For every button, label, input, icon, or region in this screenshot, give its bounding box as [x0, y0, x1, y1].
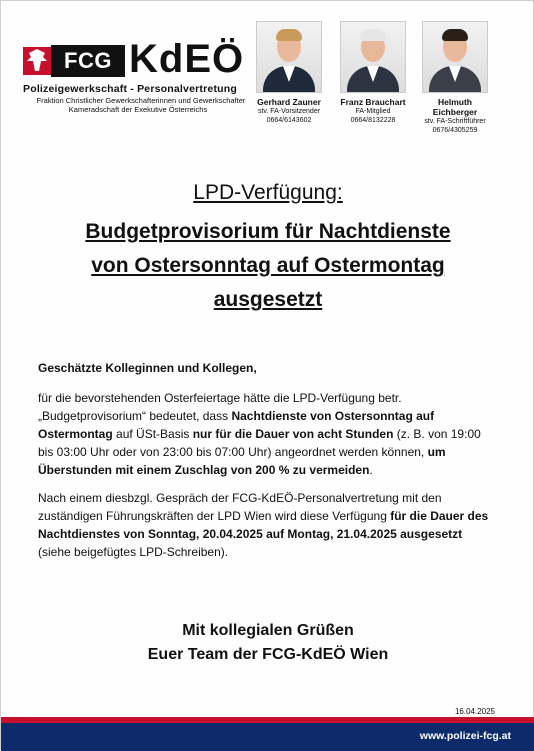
- person-role: stv. FA-Schriftführer: [424, 118, 486, 125]
- text-run-bold: um Überstunden mit einem Zuschlag von 200 % zu vermeiden: [38, 445, 446, 477]
- fcg-kdeo-logo: [23, 37, 253, 119]
- person-name: Franz Brauchart: [340, 97, 406, 107]
- logo-kdeo: KdEÖ: [129, 37, 245, 81]
- paragraph-1: [38, 389, 496, 479]
- closing-line: Mit kollegialen Grüßen: [182, 622, 354, 639]
- text-run-bold: nur für die Dauer von acht Stunden: [192, 427, 394, 441]
- person-card: [249, 21, 329, 125]
- text-run: Nach einem diesbzgl. Gespräch der FCG-KdEÖ-Personalvertretung mit den zuständigen Führungskräften der LPD Wien wird diese Verfügung: [38, 491, 442, 523]
- person-name: Helmuth Eichberger: [432, 97, 478, 117]
- person-card: [415, 21, 495, 135]
- person-phone: 0664/6143602: [266, 117, 312, 124]
- person-role: stv. FA-Vorsitzender: [257, 108, 321, 115]
- org-subtitle-2: Kameradschaft der Exekutive Österreichs: [68, 105, 208, 114]
- headline-line: Budgetprovisorium für Nachtdienste: [85, 220, 451, 243]
- paragraph-2: [38, 489, 496, 561]
- org-name: Polizeigewerkschaft - Personalvertretung: [23, 83, 237, 95]
- headline-line: ausgesetzt: [213, 288, 323, 311]
- org-subtitle: Fraktion Christlicher Gewerkschafterinnen und Gewerkschafter: [36, 96, 246, 105]
- person-phone: 0676/4305259: [432, 127, 478, 134]
- greeting: Geschätzte Kolleginnen und Kollegen,: [38, 361, 257, 375]
- text-run: (z. B. von 19:00 bis 03:00 Uhr oder von 23:00 bis 07:00 Uhr) angeordnet werden können,: [38, 427, 481, 459]
- website-link[interactable]: www.polizei-fcg.at: [419, 730, 511, 742]
- headline-line: von Ostersonntag auf Ostermontag: [91, 254, 445, 277]
- text-run: auf ÜSt-Basis: [112, 427, 193, 441]
- text-run: .: [369, 463, 373, 477]
- closing: [1, 619, 534, 667]
- person-role: FA-Mitglied: [355, 108, 391, 115]
- eagle-icon: [23, 43, 51, 77]
- headline: [41, 215, 495, 317]
- issue-date: 16.04.2025: [454, 707, 495, 716]
- closing-line: Euer Team der FCG-KdEÖ Wien: [147, 646, 389, 663]
- person-phone: 0664/8132228: [350, 117, 396, 124]
- person-photo: [340, 21, 406, 93]
- text-run: für die bevorstehenden Osterfeiertage hätte die LPD-Verfügung betr. „Budgetprovisorium“ bedeutet, dass: [38, 391, 402, 423]
- title-subheading: LPD-Verfügung:: [193, 181, 343, 204]
- person-card: [333, 21, 413, 125]
- text-run-bold: Nachtdienste von Ostersonntag auf Ostermontag: [38, 409, 435, 441]
- logo-fcg: FCG: [51, 45, 125, 77]
- person-name: Gerhard Zauner: [257, 97, 321, 107]
- person-photo: [256, 21, 322, 93]
- text-run-bold: für die Dauer des Nachtdienstes von Sonntag, 20.04.2025 auf Montag, 21.04.2025 ausgesetzt: [38, 509, 489, 541]
- person-photo: [422, 21, 488, 93]
- text-run: (siehe beigefügtes LPD-Schreiben).: [38, 545, 229, 559]
